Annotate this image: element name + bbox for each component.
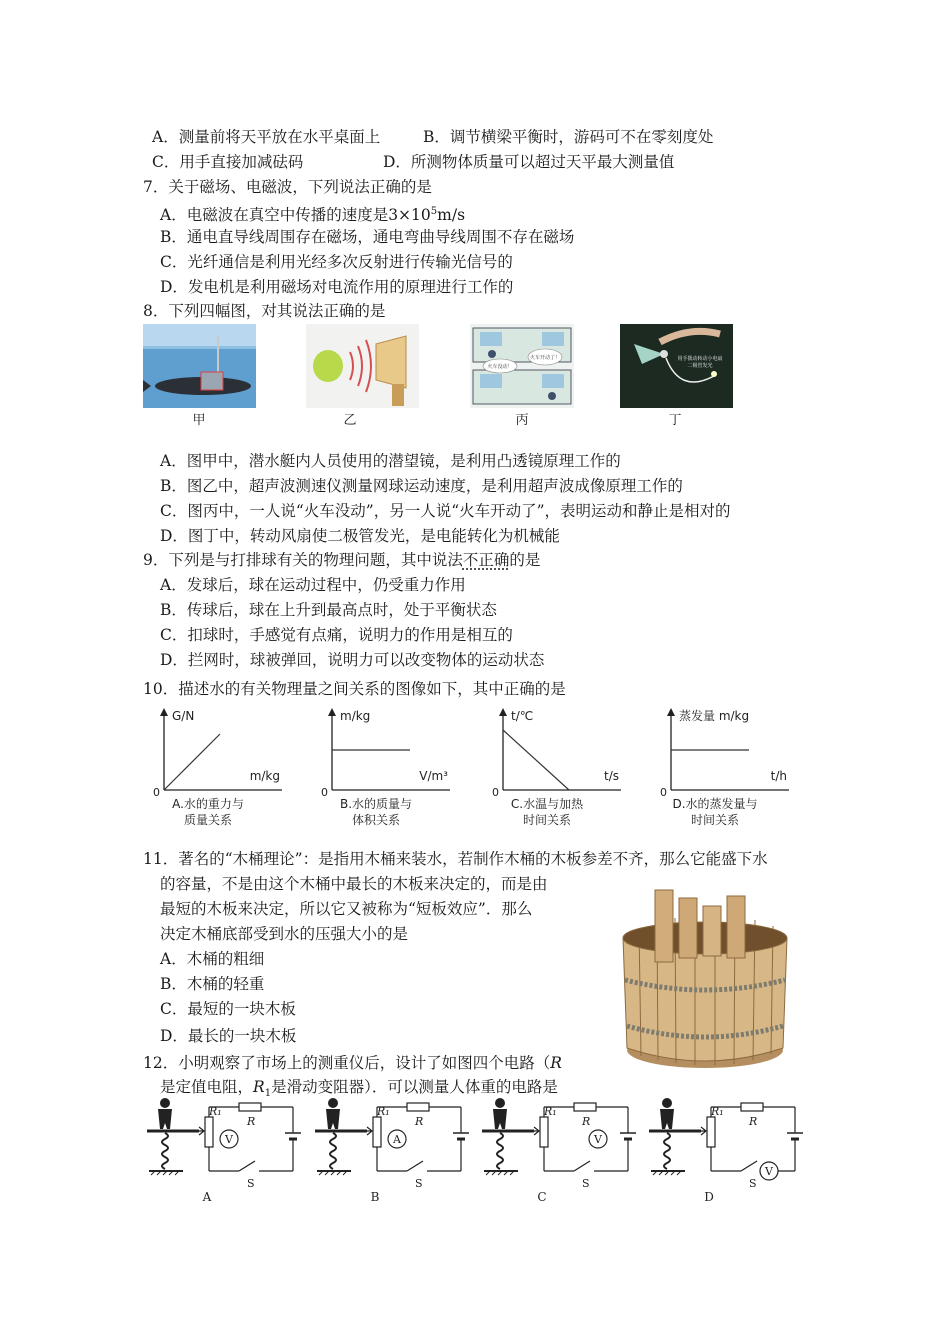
q7-option-d: D．发电机是利用磁场对电流作用的原理进行工作的 [160,278,514,296]
graph-line [164,734,220,790]
resistor-r [574,1103,596,1111]
graph-d [657,704,797,834]
r-label: R [582,1115,591,1128]
q6-option-d: D．所测物体质量可以超过天平最大测量值 [383,153,675,171]
origin-label: 0 [660,786,667,799]
y-axis-arrow [328,708,336,716]
graph-caption-1: D.水的蒸发量与 [672,797,758,811]
rheostat-r1 [205,1117,213,1147]
meter-symbol: V [594,1133,602,1146]
person-body [493,1109,507,1129]
speed-gun-picture [306,324,419,408]
q10-stem: 10．描述水的有关物理量之间关系的图像如下，其中正确的是 [143,680,566,698]
y-axis-label: m/kg [340,709,371,723]
q11-option-c: C．最短的一块木板 [160,1000,296,1018]
submarine-picture [143,324,256,408]
graph-b [318,704,458,834]
caption-ding: 丁 [668,413,682,428]
origin-label: 0 [153,786,160,799]
switch-label: S [247,1177,255,1190]
person-head [328,1098,338,1108]
q7-option-c: C．光纤通信是利用光经多次反射进行传输光信号的 [160,253,513,271]
q11-option-b: B．木桶的轻重 [160,975,265,993]
q6-option-a: A．测量前将天平放在水平桌面上 [152,128,381,146]
fan-diode-picture [620,324,733,408]
circuit-a [143,1095,303,1205]
r1-label: R₁ [544,1105,557,1118]
circuit-d [645,1095,805,1205]
y-axis-arrow [499,708,507,716]
r-label: R [749,1115,758,1128]
spring [497,1133,503,1169]
person-body [660,1109,674,1129]
graph-line [503,730,569,790]
q8-option-c: C．图丙中，一人说“火车没动”，另一人说“火车开动了”，表明运动和静止是相对的 [160,502,731,520]
q7-option-b: B．通电直导线周围存在磁场，通电弯曲导线周围不存在磁场 [160,228,575,246]
spring [330,1133,336,1169]
circuit-label: C [537,1190,547,1204]
q9-option-d: D．拦网时，球被弹回，说明力可以改变物体的运动状态 [160,651,545,669]
q9-option-c: C．扣球时，手感觉有点痛，说明力的作用是相互的 [160,626,513,644]
r1-label: R₁ [711,1105,724,1118]
circuit-label: B [370,1190,380,1204]
q8-option-b: B．图乙中，超声波测速仪测量网球运动速度，是利用超声波成像原理工作的 [160,477,683,495]
graph-caption-1: C.水温与加热 [510,797,584,811]
q9-stem: 9．下列是与打排球有关的物理问题，其中说法不正确的是 [143,551,541,569]
q9-emphasis: 不正确 [462,551,510,569]
rheostat-slider [528,1127,539,1135]
switch-label: S [749,1177,757,1190]
y-axis-label: t/℃ [511,709,534,723]
q12-line-1: 12．小明观察了市场上的测重仪后，设计了如图四个电路（R [143,1054,562,1072]
rheostat-r1 [373,1117,381,1147]
graph-caption-1: B.水的质量与 [339,797,413,811]
fan-note-1: 用手拨动转动小电扇 [677,356,723,362]
q11-line-4: 决定木桶底部受到水的压强大小的是 [160,925,409,943]
graph-caption-2: 体积关系 [351,813,401,827]
q6-option-b: B．调节横梁平衡时，游码可不在零刻度处 [423,128,714,146]
q11-line-3: 最短的木板来决定，所以它又被称为“短板效应”．那么 [160,900,533,918]
wooden-barrel-picture [615,888,795,1074]
spring [162,1133,168,1169]
y-axis-arrow [160,708,168,716]
meter-symbol: A [393,1133,401,1146]
q11-line-1: 11．著名的“木桶理论”：是指用木桶来装水，若制作木桶的木板参差不齐，那么它能盛下水 [143,850,768,868]
q6-option-c: C．用手直接加减砝码 [152,153,304,171]
graph-c [489,704,629,834]
r1-label: R₁ [377,1105,390,1118]
caption-yi: 乙 [343,413,357,428]
q11-option-a: A．木桶的粗细 [160,950,265,968]
q9-option-b: B．传球后，球在上升到最高点时，处于平衡状态 [160,601,497,619]
graph-caption-2: 时间关系 [690,813,740,827]
rheostat-r1 [707,1117,715,1147]
switch-label: S [582,1177,590,1190]
bubble-train-not-moving: 火车没动！ [487,364,513,370]
x-axis-label: t/h [770,769,787,783]
person-head [160,1098,170,1108]
circuit-c [478,1095,638,1205]
rheostat-r1 [540,1117,548,1147]
circuit-label: A [202,1190,212,1204]
person-head [495,1098,505,1108]
q8-option-a: A．图甲中，潜水艇内人员使用的潜望镜，是利用凸透镜原理工作的 [160,452,621,470]
resistor-r [239,1103,261,1111]
caption-bing: 丙 [515,413,529,428]
q11-option-d: D．最长的一块木板 [160,1027,297,1045]
trains-picture [470,324,574,408]
x-axis-label: m/kg [249,769,280,783]
origin-label: 0 [492,786,499,799]
q7-option-a: A．电磁波在真空中传播的速度是$3\times 10^5m/s$ [160,206,466,225]
meter-symbol: V [765,1165,773,1178]
y-axis-arrow [667,708,675,716]
y-axis-label: 蒸发量 m/kg [679,709,750,723]
q7-stem: 7．关于磁场、电磁波，下列说法正确的是 [143,178,432,196]
circuit-label: D [704,1190,714,1204]
rheostat-slider [695,1127,706,1135]
person-head [662,1098,672,1108]
q12-line-2: 是定值电阻，$R_1$是滑动变阻器）．可以测量人体重的电路是 [160,1078,558,1100]
resistor-r [407,1103,429,1111]
rheostat-slider [361,1127,372,1135]
r-label: R [247,1115,256,1128]
person-body [158,1109,172,1129]
spring [664,1133,670,1169]
person-body [326,1109,340,1129]
r1-label: R₁ [209,1105,222,1118]
q11-line-2: 的容量，不是由这个木桶中最长的木板来决定的，而是由 [160,875,548,893]
graph-caption-2: 时间关系 [522,813,572,827]
y-axis-label: G/N [172,709,195,723]
resistor-r [741,1103,763,1111]
switch-blade [407,1161,423,1171]
origin-label: 0 [321,786,328,799]
x-axis-label: V/m³ [419,769,448,783]
switch-blade [574,1161,590,1171]
caption-jia: 甲 [192,413,206,428]
switch-label: S [415,1177,423,1190]
q9-option-a: A．发球后，球在运动过程中，仍受重力作用 [160,576,466,594]
r-label: R [415,1115,424,1128]
meter-symbol: V [225,1133,233,1146]
q8-option-d: D．图丁中，转动风扇使二极管发光，是电能转化为机械能 [160,527,560,545]
graph-caption-2: 质量关系 [183,813,233,827]
graph-caption-1: A.水的重力与 [172,797,244,811]
fan-note-2: 二极管发光 [687,363,713,369]
switch-blade [741,1161,757,1171]
graph-a [150,704,290,834]
bubble-train-moving: 火车开动了！ [529,355,561,361]
q8-stem: 8．下列四幅图，对其说法正确的是 [143,302,386,320]
rheostat-slider [193,1127,204,1135]
switch-blade [239,1161,255,1171]
x-axis-label: t/s [604,769,619,783]
circuit-b [311,1095,471,1205]
